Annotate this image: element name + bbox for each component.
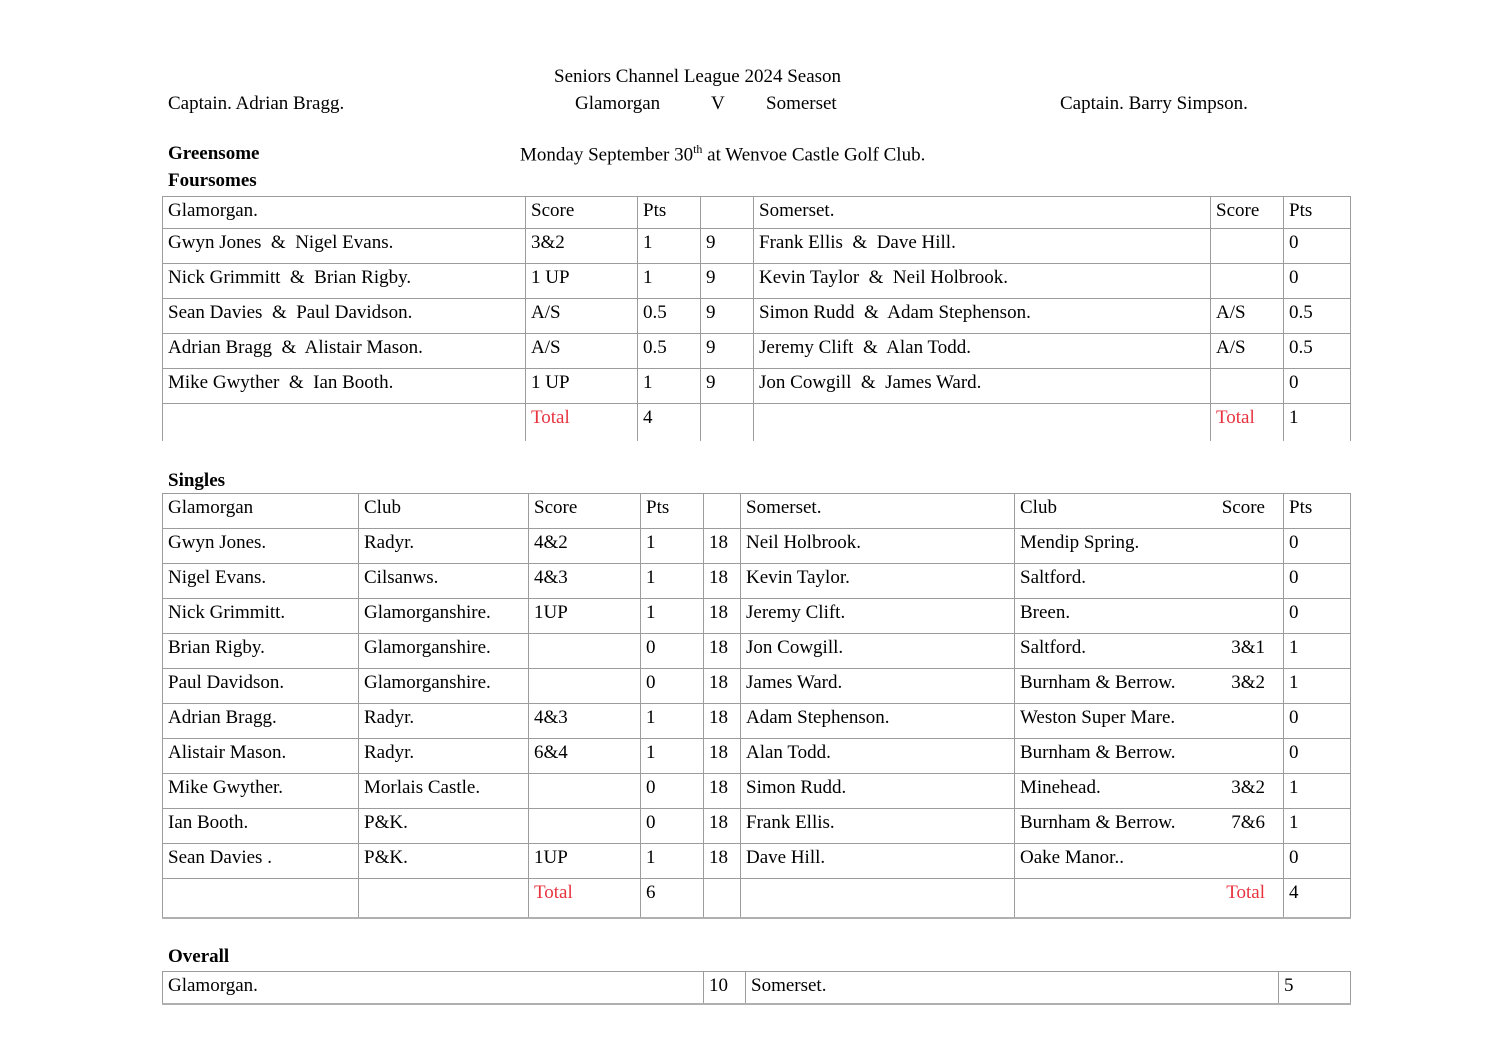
home-club: P&K. [359,844,529,879]
home-club: Radyr. [359,704,529,739]
home-pts: 0 [641,669,704,704]
home-score: 4&3 [529,704,641,739]
empty-cell [701,404,754,441]
away-club: Weston Super Mare. [1020,707,1176,728]
away-club: Saltford. [1020,637,1086,658]
home-player: Paul Davidson. [163,669,359,704]
away-total-pts: 1 [1284,404,1351,441]
col-header-away-club-score [1015,494,1284,529]
away-pair: Jeremy Clift & Alan Todd. [754,334,1211,369]
singles-header-row [163,494,1351,529]
home-club: Glamorganshire. [359,669,529,704]
holes: 18 [704,599,741,634]
home-score: 3&2 [526,229,638,264]
away-club: Minehead. [1020,777,1101,798]
page-title: Seniors Channel League 2024 Season [554,66,842,87]
col-header-holes [704,494,741,529]
home-score: 1UP [529,599,641,634]
away-player: Jon Cowgill. [741,634,1015,669]
home-pair: Adrian Bragg & Alistair Mason. [163,334,526,369]
table-row [163,739,1351,774]
table-row [163,299,1351,334]
away-pts: 0 [1284,599,1351,634]
away-score [1211,369,1284,404]
home-pts: 0.5 [638,334,701,369]
home-team-name: Glamorgan [575,93,661,114]
away-club-score [1015,529,1284,564]
away-pair: Frank Ellis & Dave Hill. [754,229,1211,264]
away-club-score [1015,739,1284,774]
table-row [163,264,1351,299]
home-score: 1 UP [526,264,638,299]
foursomes-heading-line1: Greensome [168,143,260,164]
away-club-score [1015,844,1284,879]
away-player: James Ward. [741,669,1015,704]
away-total-label: Total [1226,882,1265,903]
home-pts: 1 [641,564,704,599]
empty-cell [163,404,526,441]
home-total-pts: 6 [641,879,704,918]
holes: 9 [701,334,754,369]
table-row [163,809,1351,844]
away-pts: 0 [1284,229,1351,264]
home-club: Radyr. [359,739,529,774]
holes: 9 [701,299,754,334]
holes: 18 [704,529,741,564]
col-header-away-pts: Pts [1284,197,1351,229]
home-pts: 1 [638,264,701,299]
away-pts: 0.5 [1284,334,1351,369]
date-suffix: at Wenvoe Castle Golf Club. [702,144,926,166]
empty-cell [741,879,1015,918]
date-prefix: Monday September 30 [520,144,694,166]
away-pts: 0 [1284,739,1351,774]
home-pts: 1 [638,229,701,264]
table-row [163,669,1351,704]
col-header-score: Score [526,197,638,229]
away-pair: Kevin Taylor & Neil Holbrook. [754,264,1211,299]
home-player: Brian Rigby. [163,634,359,669]
away-club: Burnham & Berrow. [1020,742,1176,763]
holes: 18 [704,844,741,879]
singles-table [162,493,1351,919]
away-club-score [1015,564,1284,599]
overall-row [163,972,1351,1004]
away-pts: 1 [1284,669,1351,704]
away-score [1211,229,1284,264]
away-pts: 0 [1284,564,1351,599]
home-total-label: Total [529,879,641,918]
holes: 9 [701,369,754,404]
home-player: Nick Grimmitt. [163,599,359,634]
away-club-score [1015,809,1284,844]
table-row [163,704,1351,739]
table-row [163,564,1351,599]
away-player: Neil Holbrook. [741,529,1015,564]
overall-table [162,971,1351,1005]
home-player: Gwyn Jones. [163,529,359,564]
away-captain: Captain. Barry Simpson. [1060,93,1248,114]
home-total-pts: 4 [638,404,701,441]
col-header-away-pts: Pts [1284,494,1351,529]
table-row [163,229,1351,264]
away-club: Burnham & Berrow. [1020,672,1176,693]
col-header-pts: Pts [641,494,704,529]
holes: 18 [704,669,741,704]
home-pair: Sean Davies & Paul Davidson. [163,299,526,334]
away-club-score [1015,669,1284,704]
away-pts: 0 [1284,704,1351,739]
holes: 18 [704,809,741,844]
home-pts: 0 [641,634,704,669]
home-pts: 1 [641,599,704,634]
away-total-cell [1015,879,1284,918]
foursomes-header-row [163,197,1351,229]
away-player: Alan Todd. [741,739,1015,774]
away-player: Jeremy Clift. [741,599,1015,634]
singles-heading: Singles [168,470,226,491]
empty-cell [754,404,1211,441]
home-pair: Gwyn Jones & Nigel Evans. [163,229,526,264]
home-score [529,809,641,844]
away-pts: 0 [1284,369,1351,404]
away-pts: 0 [1284,529,1351,564]
empty-cell [163,879,359,918]
home-total-label: Total [526,404,638,441]
table-row [163,369,1351,404]
table-row [163,634,1351,669]
away-pts: 1 [1284,774,1351,809]
away-player: Kevin Taylor. [741,564,1015,599]
away-score: 7&6 [1231,812,1265,833]
away-club-score [1015,774,1284,809]
away-player: Dave Hill. [741,844,1015,879]
holes: 18 [704,704,741,739]
home-pair: Nick Grimmitt & Brian Rigby. [163,264,526,299]
home-pts: 1 [638,369,701,404]
home-captain: Captain. Adrian Bragg. [168,93,345,114]
col-header-away-club: Club [1020,497,1057,518]
home-player: Alistair Mason. [163,739,359,774]
away-club: Breen. [1020,602,1071,623]
away-pts: 1 [1284,809,1351,844]
col-header-away-team: Somerset. [754,197,1211,229]
away-score [1211,264,1284,299]
holes: 18 [704,739,741,774]
home-club: Morlais Castle. [359,774,529,809]
home-player: Mike Gwyther. [163,774,359,809]
col-header-holes [701,197,754,229]
away-score: A/S [1211,299,1284,334]
table-row [163,529,1351,564]
col-header-home-team: Glamorgan [163,494,359,529]
away-score: 3&2 [1231,672,1265,693]
col-header-club: Club [359,494,529,529]
home-pts: 0.5 [638,299,701,334]
away-player: Adam Stephenson. [741,704,1015,739]
table-row [163,774,1351,809]
home-score [529,634,641,669]
home-club: P&K. [359,809,529,844]
away-total-label: Total [1211,404,1284,441]
away-player: Simon Rudd. [741,774,1015,809]
versus-label: V [711,93,725,114]
overall-home-team: Glamorgan. [163,972,704,1004]
home-player: Adrian Bragg. [163,704,359,739]
col-header-score: Score [529,494,641,529]
col-header-away-score: Score [1221,497,1265,518]
away-club: Mendip Spring. [1020,532,1140,553]
home-club: Radyr. [359,529,529,564]
home-pair: Mike Gwyther & Ian Booth. [163,369,526,404]
away-club-score [1015,599,1284,634]
home-club: Glamorganshire. [359,634,529,669]
col-header-home-team: Glamorgan. [163,197,526,229]
away-score: 3&2 [1231,777,1265,798]
home-score: 4&3 [529,564,641,599]
away-pair: Jon Cowgill & James Ward. [754,369,1211,404]
empty-cell [704,879,741,918]
home-score: 1UP [529,844,641,879]
away-team-name: Somerset [766,93,837,114]
home-score: 4&2 [529,529,641,564]
away-pts: 0.5 [1284,299,1351,334]
away-pts: 0 [1284,844,1351,879]
home-score [529,774,641,809]
home-score: 1 UP [526,369,638,404]
home-pts: 0 [641,774,704,809]
overall-away-team: Somerset. [746,972,1279,1004]
empty-cell [359,879,529,918]
home-score [529,669,641,704]
away-club: Saltford. [1020,567,1086,588]
overall-away-pts: 5 [1279,972,1351,1004]
foursomes-heading-line2: Foursomes [168,170,257,191]
away-club: Oake Manor.. [1020,847,1124,868]
home-player: Nigel Evans. [163,564,359,599]
foursomes-total-row [163,404,1351,441]
away-pts: 1 [1284,634,1351,669]
home-club: Cilsanws. [359,564,529,599]
home-pts: 1 [641,704,704,739]
away-club-score [1015,704,1284,739]
table-row [163,599,1351,634]
col-header-away-team: Somerset. [741,494,1015,529]
home-pts: 0 [641,809,704,844]
holes: 9 [701,229,754,264]
home-score: A/S [526,299,638,334]
away-player: Frank Ellis. [741,809,1015,844]
holes: 18 [704,774,741,809]
home-score: 6&4 [529,739,641,774]
col-header-away-score: Score [1211,197,1284,229]
holes: 9 [701,264,754,299]
table-row [163,334,1351,369]
home-score: A/S [526,334,638,369]
home-player: Ian Booth. [163,809,359,844]
overall-heading: Overall [168,946,230,967]
home-club: Glamorganshire. [359,599,529,634]
away-score: 3&1 [1231,637,1265,658]
away-club: Burnham & Berrow. [1020,812,1176,833]
away-pair: Simon Rudd & Adam Stephenson. [754,299,1211,334]
match-date [520,142,925,166]
away-pts: 0 [1284,264,1351,299]
table-row [163,844,1351,879]
away-total-pts: 4 [1284,879,1351,918]
col-header-pts: Pts [638,197,701,229]
singles-total-row [163,879,1351,918]
holes: 18 [704,564,741,599]
home-player: Sean Davies . [163,844,359,879]
home-pts: 1 [641,844,704,879]
home-pts: 1 [641,529,704,564]
holes: 18 [704,634,741,669]
foursomes-table [162,196,1351,441]
home-pts: 1 [641,739,704,774]
away-score: A/S [1211,334,1284,369]
overall-home-pts: 10 [704,972,746,1004]
date-ordinal: th [693,142,703,156]
away-club-score [1015,634,1284,669]
